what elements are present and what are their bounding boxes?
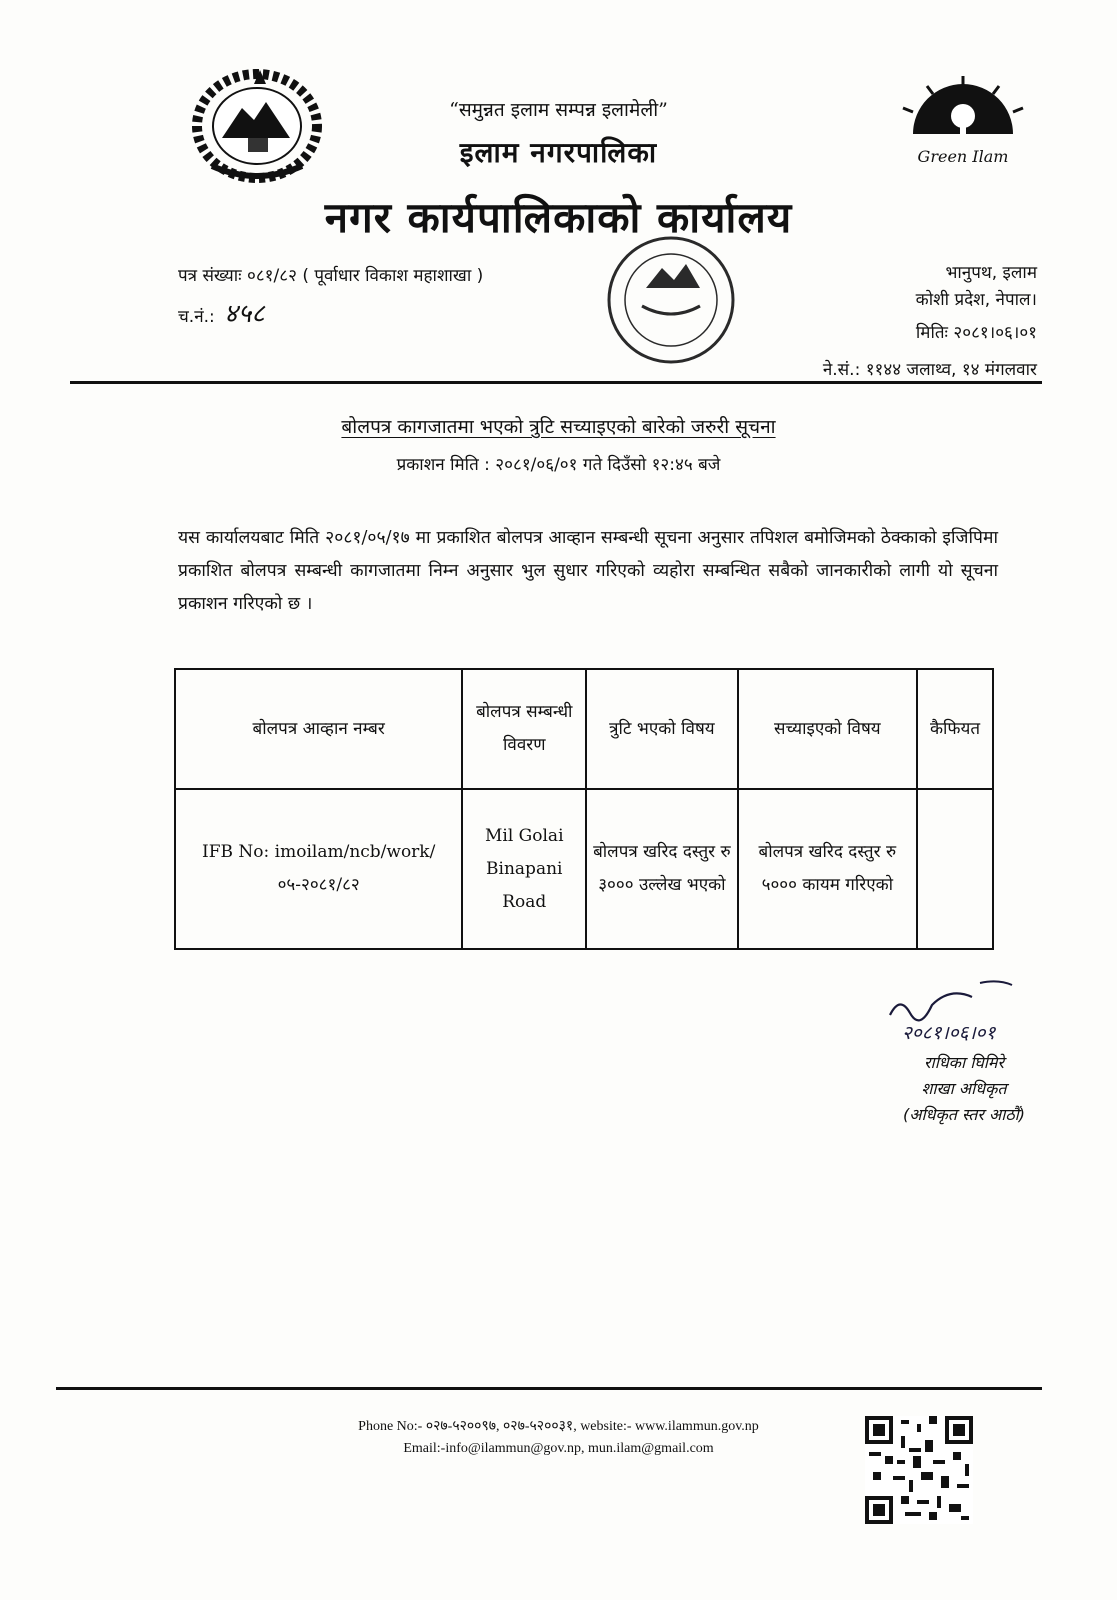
col-header-error-subject: त्रुटि भएको विषय [586,669,737,789]
col-header-remarks: कैफियत [917,669,993,789]
col-header-corrected-subject: सच्याइएको विषय [738,669,917,789]
office-address [916,260,1037,314]
signatory-designation: शाखा अधिकृत [921,1079,1007,1098]
address-line-1: भानुपथ, इलाम [945,263,1037,283]
cell-remarks [917,789,993,949]
dispatch-number: ४५८ [224,299,265,329]
cell-error-subject: बोलपत्र खरिद दस्तुर रु ३००० उल्लेख भएको [586,789,737,949]
handwritten-signature [880,975,1050,1045]
col-header-bid-details: बोलपत्र सम्बन्धी विवरण [462,669,586,789]
cell-corrected-subject: बोलपत्र खरिद दस्तुर रु ५००० कायम गरिएको [738,789,917,949]
slogan: “समुन्नत इलाम सम्पन्न इलामेली” [449,99,668,121]
signatory-name: राधिका घिमिरे [924,1053,1005,1072]
table-row [175,789,993,949]
notice-title-text: बोलपत्र कागजातमा भएको त्रुटि सच्याइएको बारेको जरुरी सूचना [341,416,776,438]
correction-table [174,668,994,950]
signature-date: २०८१।०६।०१ [902,1022,996,1044]
address-line-2: कोशी प्रदेश, नेपाल। [915,290,1037,310]
nepal-sambat-date: ने.सं.: ११४४ जलाथ्व, १४ मंगलवार [822,360,1037,380]
cell-bid-details: Mil Golai Binapani Road [462,789,586,949]
publish-date: प्रकाशन मिति : २०८१/०६/०१ गते दिउँसो १२:४५ बजे [396,455,721,475]
table-header-row [175,669,993,789]
cell-ifb-number: IFB No: imoilam/ncb/work/०५-२०८१/८२ [175,789,462,949]
signatory-level: (अधिकृत स्तर आठौं) [903,1105,1025,1124]
qr-code [865,1416,973,1524]
green-ilam-logo-text: Green Ilam [917,147,1009,166]
municipality-name: इलाम नगरपालिका [459,136,658,169]
header-divider [70,381,1042,384]
letter-date: मितिः २०८१।०६।०१ [915,323,1037,343]
office-name: नगर कार्यपालिकाको कार्यालय [324,193,793,242]
reference-number: पत्र संख्याः ०८१/८२ ( पूर्वाधार विकाश महाशाखा ) [178,266,484,286]
footer-phone-website: Phone No:- ०२७-५२००९७, ०२७-५२००३१, website:- www.ilammun.gov.np [358,1419,759,1434]
col-header-ifb-number: बोलपत्र आव्हान नम्बर [175,669,462,789]
notice-title [0,413,1117,439]
footer-email: Email:-info@ilammun@gov.np, mun.ilam@gmail.com [403,1441,714,1456]
notice-body: यस कार्यालयबाट मिति २०८१/०५/१७ मा प्रकाशित बोलपत्र आव्हान सम्बन्धी सूचना अनुसार तपिशल बमोजिमको ठेक्काको इजिपिमा प्रकाशित बोलपत्र सम्बन्धी कागजातमा निम्न अनुसार भुल सुधार गरिएको व्यहोरा सम्बन्धित सबैको जानकारीको लागी यो सूचना प्रकाशन गरिएको छ । [178,528,998,614]
dispatch-label: च.नं.: [178,307,215,327]
signatory-block [903,1050,1025,1128]
footer-divider [56,1387,1042,1390]
office-stamp [596,232,746,368]
dispatch-number-row [178,294,265,330]
